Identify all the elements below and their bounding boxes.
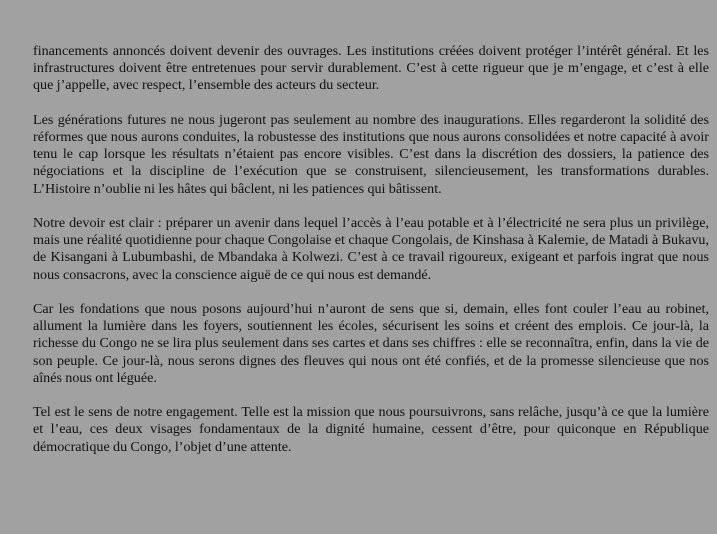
paragraph-1: financements annoncés doivent devenir des ouvrages. Les institutions créées doivent protéger l’intérêt général. Et les infrastructures doivent être entretenues pour servir durablement. C’est à cette rigueur que je m’engage, et c’est à elle que j’appelle, avec respect, l’ensemble des acteurs du secteur. [33,43,709,94]
paragraph-5: Tel est le sens de notre engagement. Telle est la mission que nous poursuivrons, sans relâche, jusqu’à ce que la lumière et l’eau, ces deux visages fondamentaux de la dignité humaine, cessent d’être, pour quiconque en République démocratique du Congo, l’objet d’une attente. [33,404,709,455]
paragraph-2: Les générations futures ne nous jugeront pas seulement au nombre des inaugurations. Elles regarderont la solidité des réformes que nous aurons conduites, la robustesse des institutions que nous aurons consolidées et notre capacité à avoir tenu le cap lorsque les résultats n’étaient pas encore visibles. C’est dans la discrétion des dossiers, la patience des négociations et la discipline de l’exécution que se construisent, silencieusement, les transformations durables. L’Histoire n’oublie ni les hâtes qui bâclent, ni les patiences qui bâtissent. [33,111,709,197]
paragraph-3: Notre devoir est clair : préparer un avenir dans lequel l’accès à l’eau potable et à l’électricité ne sera plus un privilège, mais une réalité quotidienne pour chaque Congolaise et chaque Congolais, de Kinshasa à Kalemie, de Matadi à Bukavu, de Kisangani à Lubumbashi, de Mbandaka à Kolwezi. C’est à ce travail rigoureux, exigeant et parfois ingrat que nous nous consacrons, avec la conscience aiguë de ce qui nous est demandé. [33,215,709,283]
paragraph-4: Car les fondations que nous posons aujourd’hui n’auront de sens que si, demain, elles font couler l’eau au robinet, allument la lumière dans les foyers, soutiennent les écoles, sécurisent les soins et créent des emplois. Ce jour-là, la richesse du Congo ne se lira plus seulement dans ses cartes et dans ses chiffres : elle se reconnaîtra, enfin, dans la vie de son peuple. Ce jour-là, nous serons dignes des fleuves qui nous ont été confiés, et de la promesse silencieuse que nos aînés nous ont léguée. [33,301,709,386]
